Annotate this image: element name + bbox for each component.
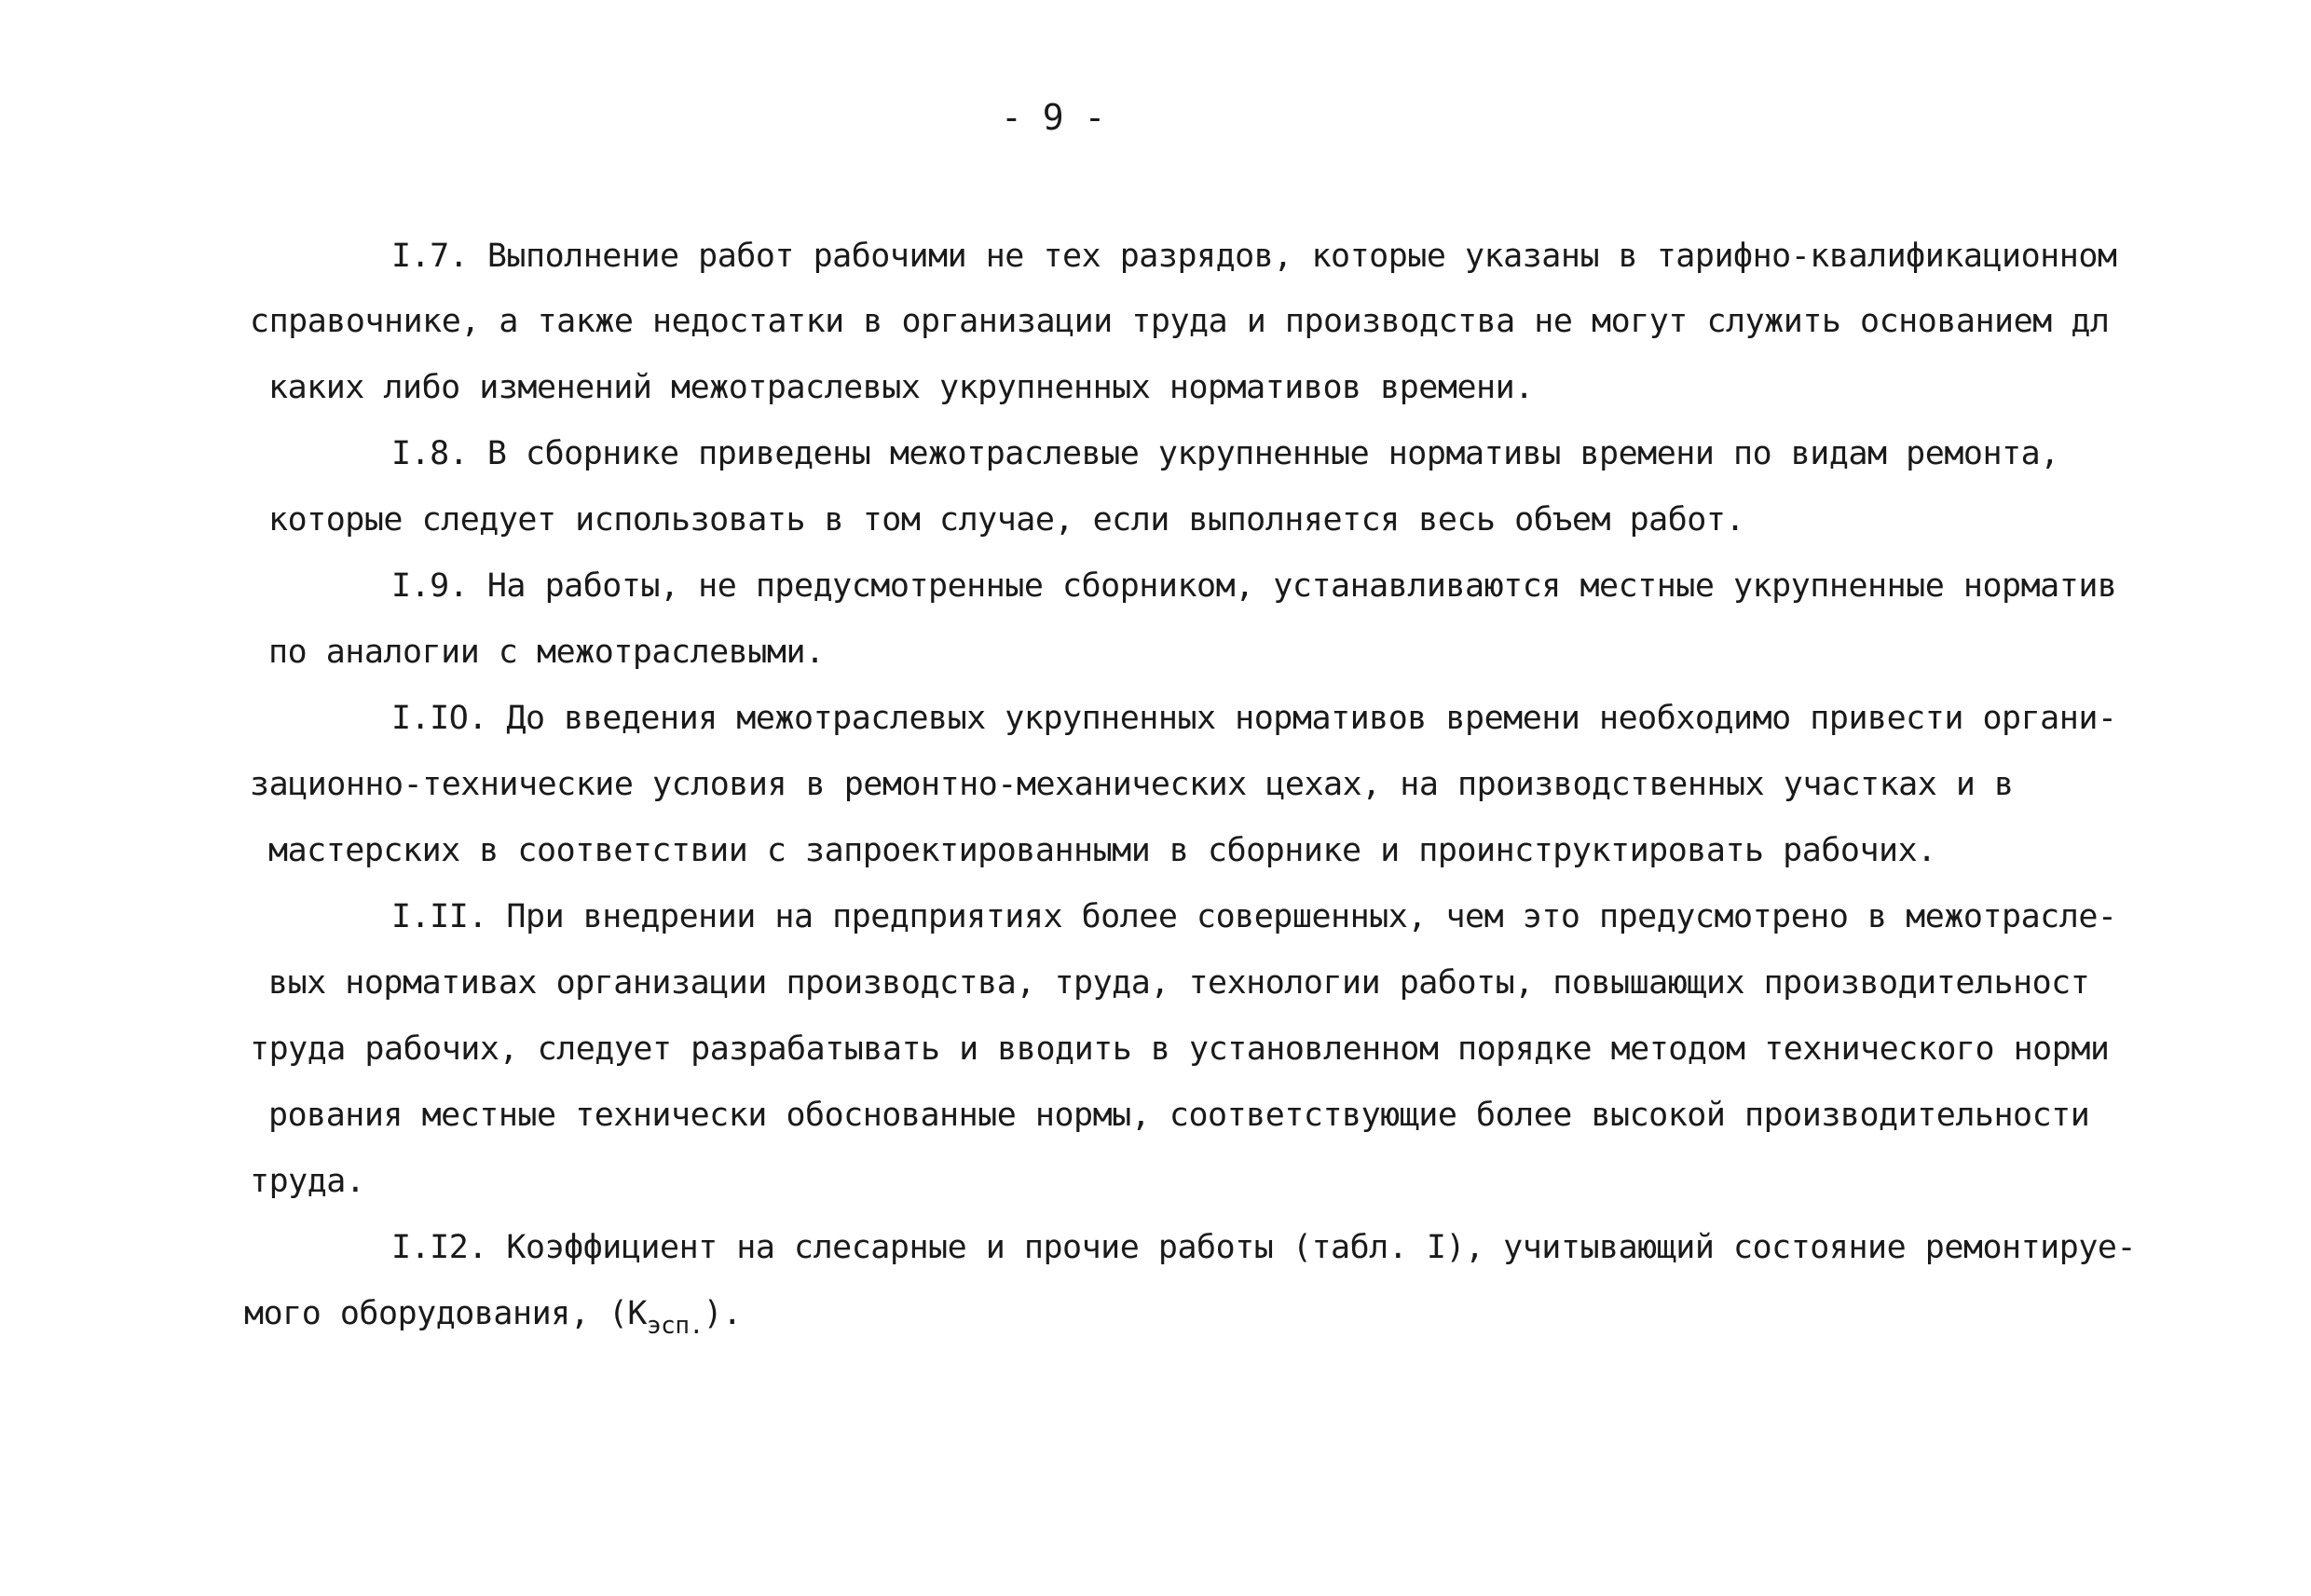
- paragraph-1-8-line-1: I.8. В сборнике приведены межотраслевые укрупненные нормативы времени по видам ремонта,: [391, 435, 2059, 472]
- paragraph-1-11-line-5: труда.: [250, 1163, 365, 1200]
- page-number: - 9 -: [1001, 97, 1105, 138]
- paragraph-1-11-line-4: рования местные технически обоснованные нормы, соответствующие более высокой производительности: [268, 1097, 2090, 1134]
- paragraph-1-9-line-1: I.9. На работы, не предусмотренные сборником, устанавливаются местные укрупненные норматив: [391, 567, 2117, 605]
- paragraph-1-11-line-3: труда рабочих, следует разрабатывать и вводить в установленном порядке методом технического норми: [250, 1030, 2110, 1068]
- paragraph-1-7-line-2: справочнике, а также недостатки в организации труда и производства не могут служить основанием дл: [250, 303, 2110, 340]
- paragraph-1-9-line-2: по аналогии с межотраслевыми.: [268, 634, 825, 671]
- paragraph-1-12-line-2-text: мого оборудования, (К: [244, 1295, 648, 1332]
- paragraph-1-12-line-2: [244, 1295, 742, 1340]
- paragraph-1-8-line-2: которые следует использовать в том случае, если выполняется весь объем работ.: [268, 501, 1745, 539]
- paragraph-1-10-line-1: I.IO. До введения межотраслевых укрупненных нормативов времени необходимо привести органи-: [391, 700, 2117, 737]
- paragraph-1-10-line-3: мастерских в соответствии с запроектированными в сборнике и проинструктировать рабочих.: [268, 832, 1936, 869]
- paragraph-1-11-line-2: вых нормативах организации производства, труда, технологии работы, повышающих производительност: [268, 964, 2090, 1002]
- paragraph-1-12-line-2-end: ).: [703, 1295, 742, 1332]
- paragraph-1-7-line-3: каких либо изменений межотраслевых укрупненных нормативов времени.: [268, 369, 1534, 406]
- paragraph-1-11-line-1: I.II. При внедрении на предприятиях более совершенных, чем это предусмотрено в межотрасле-: [391, 898, 2117, 935]
- coefficient-subscript: эсп.: [647, 1312, 704, 1340]
- paragraph-1-12-line-1: I.I2. Коэффициент на слесарные и прочие работы (табл. I), учитывающий состояние ремонтируе-: [391, 1229, 2137, 1266]
- paragraph-1-7-line-1: I.7. Выполнение работ рабочими не тех разрядов, которые указаны в тарифно-квалификационном: [391, 238, 2117, 275]
- paragraph-1-10-line-2: зационно-технические условия в ремонтно-механических цехах, на производственных участках и в: [250, 766, 2014, 803]
